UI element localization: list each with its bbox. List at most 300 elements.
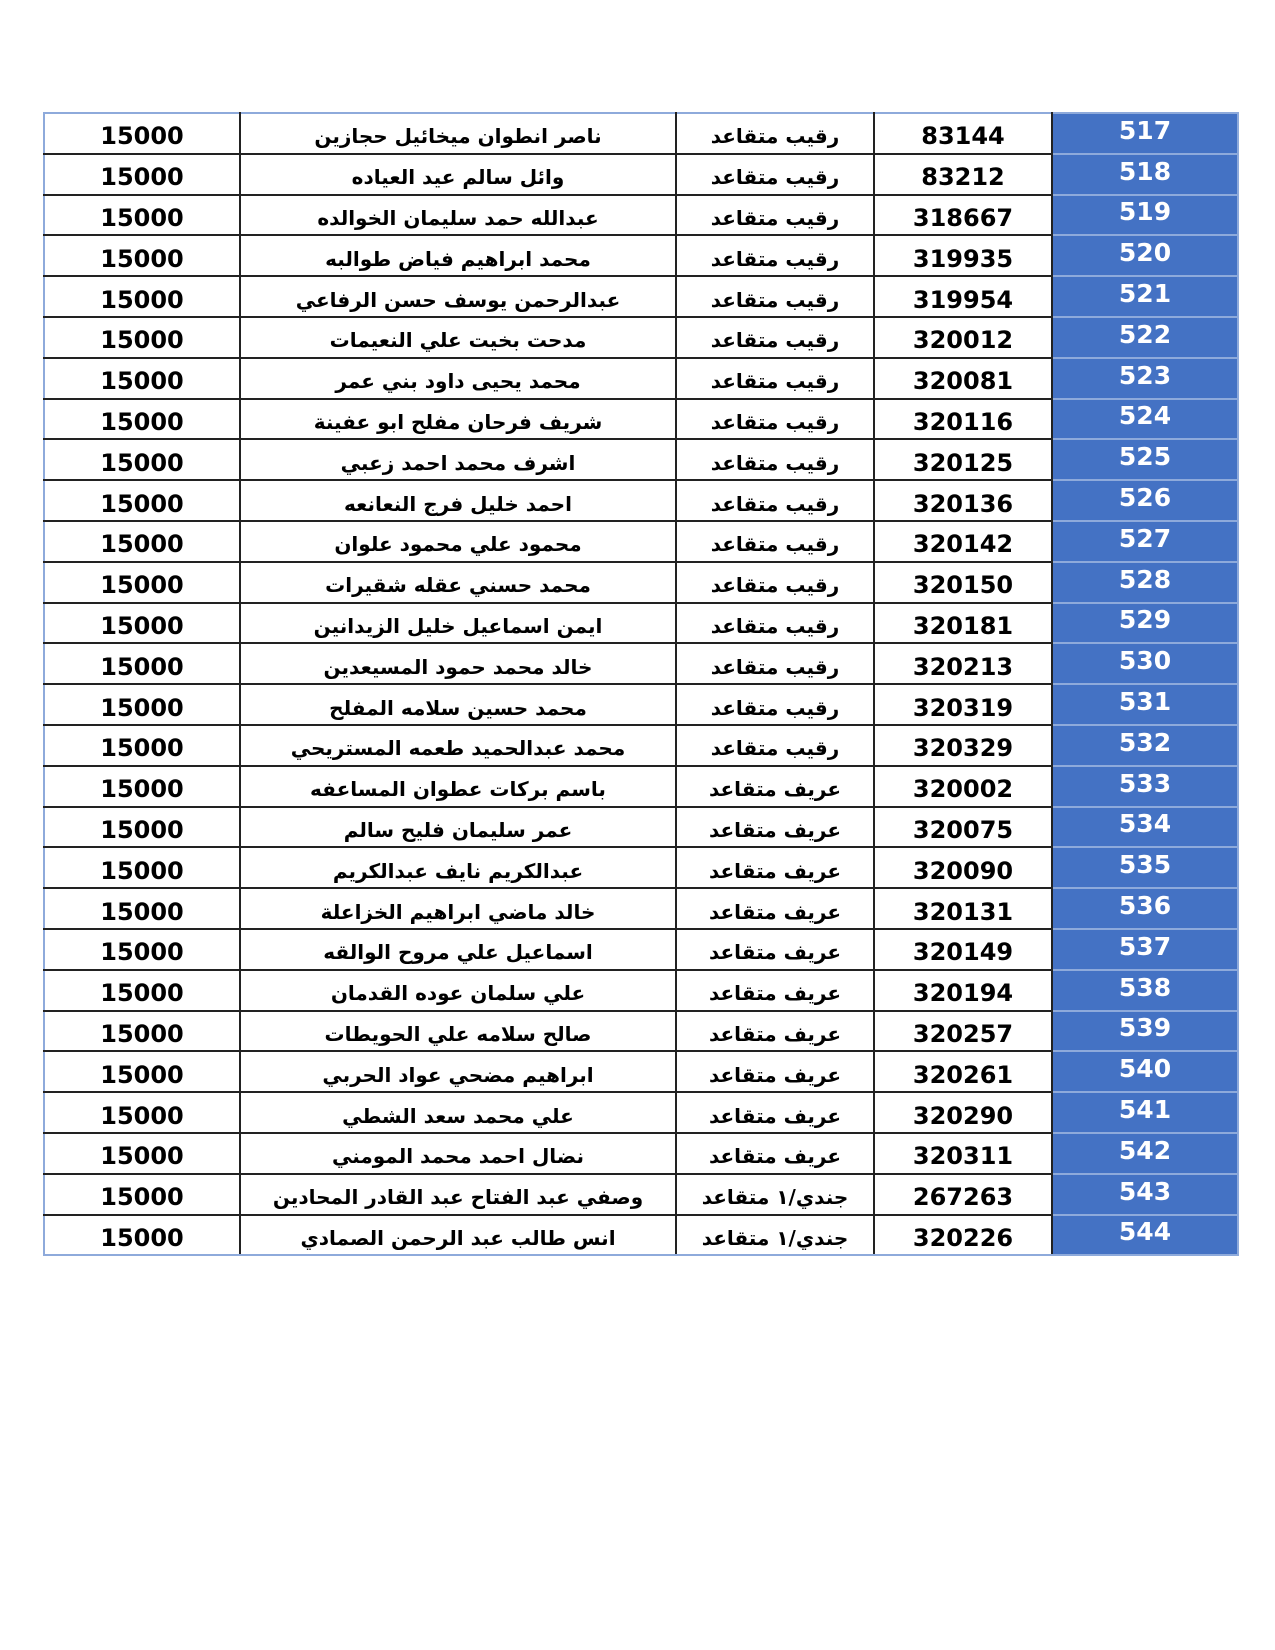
- amount-cell: [44, 235, 240, 276]
- table-row: [44, 929, 1238, 970]
- name-cell: [240, 399, 676, 440]
- rank-cell: [676, 929, 874, 970]
- table-row: [44, 603, 1238, 644]
- sequence-number-cell: [1052, 439, 1238, 480]
- sequence-number-cell: [1052, 807, 1238, 848]
- sequence-number-value: 524: [1118, 401, 1172, 431]
- rank-cell: [676, 1092, 874, 1133]
- amount-value: 15000: [100, 652, 184, 681]
- table-row: [44, 1011, 1238, 1052]
- amount-cell: [44, 888, 240, 929]
- sequence-number-cell: [1052, 970, 1238, 1011]
- name-value: عبدالكريم نايف عبدالكريم: [332, 858, 584, 883]
- amount-cell: [44, 1011, 240, 1052]
- rank-cell: [676, 847, 874, 888]
- name-cell: [240, 807, 676, 848]
- sequence-number-value: 519: [1118, 197, 1172, 227]
- name-value: محمد يحيى داود بني عمر: [335, 369, 581, 394]
- table-row: [44, 317, 1238, 358]
- payment-table: [43, 112, 1239, 1256]
- name-value: ايمن اسماعيل خليل الزيدانين: [313, 613, 603, 638]
- amount-cell: [44, 1215, 240, 1256]
- table-row: [44, 195, 1238, 236]
- military-number-cell: [874, 725, 1052, 766]
- name-cell: [240, 1011, 676, 1052]
- name-value: عبدالله حمد سليمان الخوالده: [317, 205, 599, 230]
- table-row: [44, 1133, 1238, 1174]
- name-cell: [240, 521, 676, 562]
- name-cell: [240, 358, 676, 399]
- amount-value: 15000: [100, 979, 184, 1008]
- military-number-cell: [874, 154, 1052, 195]
- name-value: ناصر انطوان ميخائيل حجازين: [314, 124, 602, 149]
- name-value: مدحت بخيت علي النعيمات: [329, 328, 587, 353]
- amount-value: 15000: [100, 1142, 184, 1171]
- rank-cell: [676, 1051, 874, 1092]
- rank-cell: [676, 725, 874, 766]
- rank-value: رقيب متقاعد: [710, 205, 840, 230]
- rank-value: رقيب متقاعد: [710, 491, 840, 516]
- table-row: [44, 847, 1238, 888]
- name-cell: [240, 113, 676, 154]
- name-cell: [240, 1051, 676, 1092]
- sequence-number-cell: [1052, 888, 1238, 929]
- military-number-cell: [874, 888, 1052, 929]
- amount-value: 15000: [100, 326, 184, 355]
- amount-value: 15000: [100, 1019, 184, 1048]
- name-cell: [240, 1133, 676, 1174]
- table-row: [44, 766, 1238, 807]
- sequence-number-cell: [1052, 195, 1238, 236]
- amount-cell: [44, 562, 240, 603]
- sequence-number-value: 536: [1118, 891, 1172, 921]
- table-row: [44, 480, 1238, 521]
- amount-value: 15000: [100, 163, 184, 192]
- military-number-cell: [874, 1051, 1052, 1092]
- military-number-value: 320213: [912, 652, 1014, 681]
- amount-value: 15000: [100, 815, 184, 844]
- sequence-number-cell: [1052, 562, 1238, 603]
- amount-cell: [44, 113, 240, 154]
- sequence-number-value: 529: [1118, 605, 1172, 635]
- sequence-number-cell: [1052, 276, 1238, 317]
- military-number-value: 320090: [912, 856, 1014, 885]
- amount-cell: [44, 1174, 240, 1215]
- sequence-number-value: 535: [1118, 850, 1172, 880]
- rank-cell: [676, 684, 874, 725]
- sequence-number-cell: [1052, 725, 1238, 766]
- military-number-value: 320181: [912, 611, 1014, 640]
- table-row: [44, 888, 1238, 929]
- sequence-number-value: 542: [1118, 1135, 1172, 1165]
- sequence-number-value: 538: [1118, 972, 1172, 1002]
- amount-value: 15000: [100, 1183, 184, 1212]
- rank-value: رقيب متقاعد: [710, 736, 840, 761]
- table-row: [44, 235, 1238, 276]
- amount-value: 15000: [100, 530, 184, 559]
- name-value: وصفي عبد الفتاح عبد القادر المحادين: [272, 1185, 644, 1210]
- sequence-number-cell: [1052, 1011, 1238, 1052]
- military-number-value: 320116: [912, 407, 1014, 436]
- military-number-cell: [874, 1133, 1052, 1174]
- rank-value: رقيب متقاعد: [710, 450, 840, 475]
- sequence-number-value: 541: [1118, 1095, 1172, 1125]
- rank-cell: [676, 439, 874, 480]
- sequence-number-value: 540: [1118, 1054, 1172, 1084]
- table-row: [44, 1092, 1238, 1133]
- sequence-number-value: 526: [1118, 483, 1172, 513]
- rank-cell: [676, 1174, 874, 1215]
- amount-cell: [44, 725, 240, 766]
- name-cell: [240, 643, 676, 684]
- table-row: [44, 521, 1238, 562]
- amount-value: 15000: [100, 571, 184, 600]
- military-number-cell: [874, 276, 1052, 317]
- sequence-number-cell: [1052, 1092, 1238, 1133]
- military-number-cell: [874, 358, 1052, 399]
- military-number-value: 320290: [912, 1101, 1014, 1130]
- rank-value: رقيب متقاعد: [710, 573, 840, 598]
- sequence-number-cell: [1052, 1174, 1238, 1215]
- military-number-cell: [874, 235, 1052, 276]
- amount-cell: [44, 603, 240, 644]
- military-number-value: 320081: [912, 367, 1014, 396]
- military-number-cell: [874, 439, 1052, 480]
- name-cell: [240, 1092, 676, 1133]
- name-value: ابراهيم مضحي عواد الحربي: [322, 1062, 594, 1087]
- amount-value: 15000: [100, 1101, 184, 1130]
- sequence-number-cell: [1052, 684, 1238, 725]
- sequence-number-value: 523: [1118, 360, 1172, 390]
- amount-value: 15000: [100, 407, 184, 436]
- rank-value: رقيب متقاعد: [710, 409, 840, 434]
- rank-cell: [676, 1133, 874, 1174]
- military-number-value: 320002: [912, 775, 1014, 804]
- sequence-number-cell: [1052, 154, 1238, 195]
- payment-list-sheet: [43, 112, 1231, 1256]
- name-value: محمد حسني عقله شقيرات: [325, 573, 591, 598]
- amount-cell: [44, 807, 240, 848]
- table-row: [44, 562, 1238, 603]
- military-number-value: 320319: [912, 693, 1014, 722]
- rank-cell: [676, 643, 874, 684]
- rank-value: عريف متقاعد: [708, 940, 842, 965]
- amount-value: 15000: [100, 1060, 184, 1089]
- sequence-number-cell: [1052, 235, 1238, 276]
- rank-cell: [676, 1011, 874, 1052]
- rank-value: رقيب متقاعد: [710, 654, 840, 679]
- name-value: خالد محمد حمود المسيعدين: [323, 654, 593, 679]
- military-number-value: 83212: [921, 163, 1005, 192]
- rank-value: عريف متقاعد: [708, 981, 842, 1006]
- military-number-cell: [874, 399, 1052, 440]
- rank-value: رقيب متقاعد: [710, 165, 840, 190]
- rank-value: عريف متقاعد: [708, 1103, 842, 1128]
- military-number-value: 320012: [912, 326, 1014, 355]
- name-cell: [240, 1174, 676, 1215]
- name-value: علي محمد سعد الشطي: [342, 1103, 574, 1128]
- name-value: عمر سليمان فليح سالم: [343, 817, 573, 842]
- sequence-number-value: 518: [1118, 156, 1172, 186]
- name-cell: [240, 888, 676, 929]
- table-row: [44, 154, 1238, 195]
- name-value: اسماعيل علي مروح الوالقه: [323, 940, 593, 965]
- rank-cell: [676, 154, 874, 195]
- table-row: [44, 684, 1238, 725]
- name-value: نضال احمد محمد المومني: [331, 1144, 585, 1169]
- sequence-number-value: 537: [1118, 931, 1172, 961]
- amount-value: 15000: [100, 611, 184, 640]
- amount-cell: [44, 439, 240, 480]
- rank-cell: [676, 521, 874, 562]
- rank-value: عريف متقاعد: [708, 817, 842, 842]
- amount-value: 15000: [100, 448, 184, 477]
- table-row: [44, 358, 1238, 399]
- military-number-value: 320194: [912, 979, 1014, 1008]
- table-row: [44, 643, 1238, 684]
- military-number-cell: [874, 521, 1052, 562]
- rank-value: عريف متقاعد: [708, 777, 842, 802]
- name-cell: [240, 195, 676, 236]
- rank-cell: [676, 358, 874, 399]
- name-cell: [240, 725, 676, 766]
- military-number-cell: [874, 1215, 1052, 1256]
- amount-cell: [44, 276, 240, 317]
- rank-value: رقيب متقاعد: [710, 246, 840, 271]
- military-number-cell: [874, 562, 1052, 603]
- rank-value: رقيب متقاعد: [710, 287, 840, 312]
- military-number-cell: [874, 643, 1052, 684]
- rank-value: رقيب متقاعد: [710, 124, 840, 149]
- rank-value: جندي/١ متقاعد: [701, 1185, 849, 1210]
- military-number-value: 319954: [912, 285, 1014, 314]
- rank-cell: [676, 807, 874, 848]
- rank-cell: [676, 480, 874, 521]
- military-number-cell: [874, 1092, 1052, 1133]
- amount-cell: [44, 1133, 240, 1174]
- sequence-number-value: 531: [1118, 687, 1172, 717]
- name-cell: [240, 684, 676, 725]
- rank-value: رقيب متقاعد: [710, 369, 840, 394]
- military-number-cell: [874, 684, 1052, 725]
- military-number-cell: [874, 847, 1052, 888]
- amount-cell: [44, 847, 240, 888]
- sequence-number-value: 533: [1118, 768, 1172, 798]
- military-number-cell: [874, 929, 1052, 970]
- amount-value: 15000: [100, 244, 184, 273]
- sequence-number-cell: [1052, 766, 1238, 807]
- rank-cell: [676, 603, 874, 644]
- rank-value: رقيب متقاعد: [710, 328, 840, 353]
- amount-cell: [44, 358, 240, 399]
- name-cell: [240, 1215, 676, 1256]
- military-number-value: 320142: [912, 530, 1014, 559]
- sequence-number-cell: [1052, 643, 1238, 684]
- sequence-number-cell: [1052, 113, 1238, 154]
- military-number-cell: [874, 317, 1052, 358]
- amount-value: 15000: [100, 938, 184, 967]
- rank-cell: [676, 562, 874, 603]
- name-cell: [240, 970, 676, 1011]
- sequence-number-cell: [1052, 847, 1238, 888]
- military-number-cell: [874, 807, 1052, 848]
- name-cell: [240, 766, 676, 807]
- military-number-value: 320131: [912, 897, 1014, 926]
- table-row: [44, 807, 1238, 848]
- sequence-number-cell: [1052, 603, 1238, 644]
- amount-cell: [44, 480, 240, 521]
- rank-cell: [676, 399, 874, 440]
- sequence-number-value: 544: [1118, 1217, 1172, 1247]
- name-cell: [240, 317, 676, 358]
- amount-value: 15000: [100, 734, 184, 763]
- sequence-number-value: 525: [1118, 442, 1172, 472]
- name-value: وائل سالم عيد العياده: [351, 165, 565, 190]
- rank-value: عريف متقاعد: [708, 899, 842, 924]
- amount-value: 15000: [100, 203, 184, 232]
- rank-cell: [676, 888, 874, 929]
- military-number-value: 320125: [912, 448, 1014, 477]
- table-row: [44, 399, 1238, 440]
- rank-cell: [676, 1215, 874, 1256]
- name-value: انس طالب عبد الرحمن الصمادي: [300, 1225, 616, 1250]
- rank-cell: [676, 113, 874, 154]
- name-value: علي سلمان عوده القدمان: [330, 981, 586, 1006]
- table-row: [44, 1051, 1238, 1092]
- sequence-number-value: 530: [1118, 646, 1172, 676]
- table-row: [44, 1215, 1238, 1256]
- rank-cell: [676, 276, 874, 317]
- amount-cell: [44, 766, 240, 807]
- name-value: محمد حسين سلامه المفلح: [329, 695, 587, 720]
- rank-value: عريف متقاعد: [708, 1144, 842, 1169]
- sequence-number-value: 517: [1118, 115, 1172, 145]
- amount-cell: [44, 1051, 240, 1092]
- sequence-number-value: 528: [1118, 564, 1172, 594]
- sequence-number-cell: [1052, 929, 1238, 970]
- name-value: محمد ابراهيم فياض طوالبه: [325, 246, 591, 271]
- name-cell: [240, 235, 676, 276]
- table-row: [44, 439, 1238, 480]
- amount-value: 15000: [100, 367, 184, 396]
- sequence-number-value: 532: [1118, 727, 1172, 757]
- rank-value: رقيب متقاعد: [710, 695, 840, 720]
- name-value: محمود علي محمود علوان: [334, 532, 582, 557]
- amount-value: 15000: [100, 897, 184, 926]
- amount-value: 15000: [100, 775, 184, 804]
- military-number-value: 320136: [912, 489, 1014, 518]
- military-number-cell: [874, 480, 1052, 521]
- sequence-number-cell: [1052, 358, 1238, 399]
- military-number-value: 320329: [912, 734, 1014, 763]
- amount-cell: [44, 684, 240, 725]
- name-value: اشرف محمد احمد زعبي: [340, 450, 576, 475]
- military-number-value: 267263: [912, 1183, 1014, 1212]
- sequence-number-value: 527: [1118, 523, 1172, 553]
- military-number-value: 320149: [912, 938, 1014, 967]
- table-row: [44, 725, 1238, 766]
- rank-value: رقيب متقاعد: [710, 613, 840, 638]
- sequence-number-value: 543: [1118, 1176, 1172, 1206]
- name-cell: [240, 439, 676, 480]
- rank-cell: [676, 195, 874, 236]
- sequence-number-cell: [1052, 317, 1238, 358]
- amount-cell: [44, 521, 240, 562]
- military-number-cell: [874, 970, 1052, 1011]
- name-cell: [240, 929, 676, 970]
- amount-value: 15000: [100, 122, 184, 151]
- rank-value: رقيب متقاعد: [710, 532, 840, 557]
- name-value: عبدالرحمن يوسف حسن الرفاعي: [295, 287, 621, 312]
- amount-value: 15000: [100, 693, 184, 722]
- rank-cell: [676, 766, 874, 807]
- sequence-number-value: 520: [1118, 238, 1172, 268]
- amount-cell: [44, 643, 240, 684]
- rank-value: جندي/١ متقاعد: [701, 1225, 849, 1250]
- name-cell: [240, 847, 676, 888]
- table-row: [44, 970, 1238, 1011]
- military-number-cell: [874, 113, 1052, 154]
- rank-value: عريف متقاعد: [708, 1021, 842, 1046]
- name-cell: [240, 603, 676, 644]
- name-value: محمد عبدالحميد طعمه المستريحي: [290, 736, 626, 761]
- sequence-number-cell: [1052, 521, 1238, 562]
- name-cell: [240, 480, 676, 521]
- amount-cell: [44, 970, 240, 1011]
- sequence-number-value: 534: [1118, 809, 1172, 839]
- amount-value: 15000: [100, 1223, 184, 1252]
- sequence-number-cell: [1052, 1215, 1238, 1256]
- military-number-value: 318667: [912, 203, 1014, 232]
- sequence-number-value: 539: [1118, 1013, 1172, 1043]
- amount-cell: [44, 929, 240, 970]
- table-row: [44, 113, 1238, 154]
- military-number-value: 320150: [912, 571, 1014, 600]
- military-number-value: 319935: [912, 244, 1014, 273]
- military-number-value: 320075: [912, 815, 1014, 844]
- military-number-cell: [874, 766, 1052, 807]
- rank-cell: [676, 235, 874, 276]
- name-value: شريف فرحان مفلح ابو عفينة: [313, 409, 603, 434]
- military-number-value: 320226: [912, 1223, 1014, 1252]
- rank-cell: [676, 970, 874, 1011]
- name-cell: [240, 562, 676, 603]
- amount-cell: [44, 154, 240, 195]
- military-number-value: 320257: [912, 1019, 1014, 1048]
- military-number-value: 320311: [912, 1142, 1014, 1171]
- payment-table-body: [44, 113, 1238, 1255]
- name-value: باسم بركات عطوان المساعفه: [310, 777, 606, 802]
- amount-cell: [44, 317, 240, 358]
- amount-value: 15000: [100, 285, 184, 314]
- sequence-number-value: 522: [1118, 319, 1172, 349]
- amount-value: 15000: [100, 856, 184, 885]
- sequence-number-cell: [1052, 1051, 1238, 1092]
- sequence-number-value: 521: [1118, 279, 1172, 309]
- name-value: صالح سلامه علي الحويطات: [324, 1021, 592, 1046]
- sequence-number-cell: [1052, 480, 1238, 521]
- military-number-value: 320261: [912, 1060, 1014, 1089]
- military-number-cell: [874, 1174, 1052, 1215]
- sequence-number-cell: [1052, 1133, 1238, 1174]
- table-row: [44, 1174, 1238, 1215]
- rank-value: عريف متقاعد: [708, 858, 842, 883]
- military-number-value: 83144: [921, 122, 1005, 151]
- name-cell: [240, 154, 676, 195]
- rank-cell: [676, 317, 874, 358]
- sequence-number-cell: [1052, 399, 1238, 440]
- amount-cell: [44, 399, 240, 440]
